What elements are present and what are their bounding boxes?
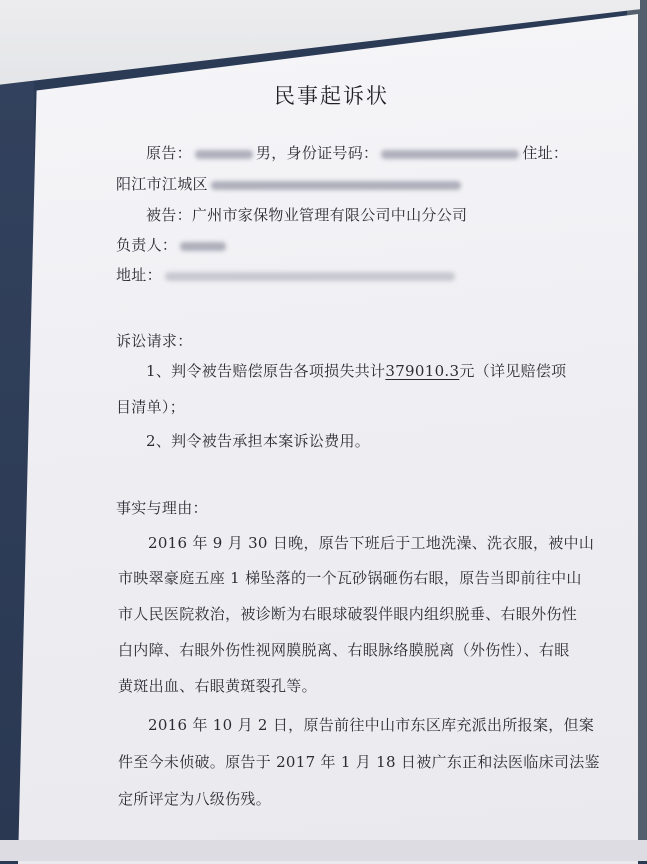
bottom-shadow [0,840,647,861]
document-title: 民事起诉状 [274,84,389,108]
representative-label: 负责人： [116,236,178,254]
representative-line [116,234,229,255]
plaintiff-address-line [116,173,464,194]
redacted-defendant-address [165,272,455,281]
redacted-representative [180,242,226,251]
defendant-address-label: 地址： [116,266,162,284]
facts-p1-line-2: 市映翠豪庭五座 1 梯坠落的一个瓦砂锅砸伤右眼，原告当即前往中山 [118,569,582,587]
redacted-name [195,150,253,159]
plaintiff-gender: 男， [255,144,287,162]
claims-heading: 诉讼请求： [116,332,193,350]
claim-1-text: 1、判令被告赔偿原告各项损失共计 [146,362,386,380]
facts-p2-line-3: 定所评定为八级伤残。 [118,790,272,808]
defendant-address-line [116,264,458,285]
address-prefix: 阳江市江城区 [116,175,208,193]
id-label: 身份证号码： [286,144,379,162]
facts-p1-line-5: 黄斑出血、右眼黄斑裂孔等。 [118,677,317,695]
defendant-line [146,204,467,225]
claim-1-suffix: 元（详见赔偿项 [459,362,567,380]
facts-heading: 事实与理由： [116,499,208,517]
redacted-address [211,181,461,190]
plaintiff-label: 原告： [146,144,192,162]
redacted-id [381,150,519,159]
facts-p2-line-2: 件至今未侦破。原告于 2017 年 1 月 18 日被广东正和法医临床司法鉴 [118,753,600,771]
claim-1-continuation: 目清单）； [116,398,186,416]
facts-p1-line-1: 2016 年 9 月 30 日晚，原告下班后于工地洗澡、洗衣服，被中山 [148,534,595,552]
facts-p1-line-3: 市人民医院救治，被诊断为右眼球破裂伴眼内组织脱垂、右眼外伤性 [118,605,578,623]
address-label: 住址： [522,144,569,162]
facts-p1-line-4: 白内障、右眼外伤性视网膜脱离、右眼脉络膜脱离（外伤性）、右眼 [118,641,570,659]
claim-1 [146,360,566,381]
plaintiff-line [146,142,568,163]
defendant-name: 广州市家保物业管理有限公司中山分公司 [191,206,468,224]
facts-p2-line-1: 2016 年 10 月 2 日，原告前往中山市东区库充派出所报案，但案 [148,716,595,734]
claim-2: 2、判令被告承担本案诉讼费用。 [146,432,371,450]
claim-amount: 379010.3 [385,362,460,380]
defendant-label: 被告： [146,206,192,224]
